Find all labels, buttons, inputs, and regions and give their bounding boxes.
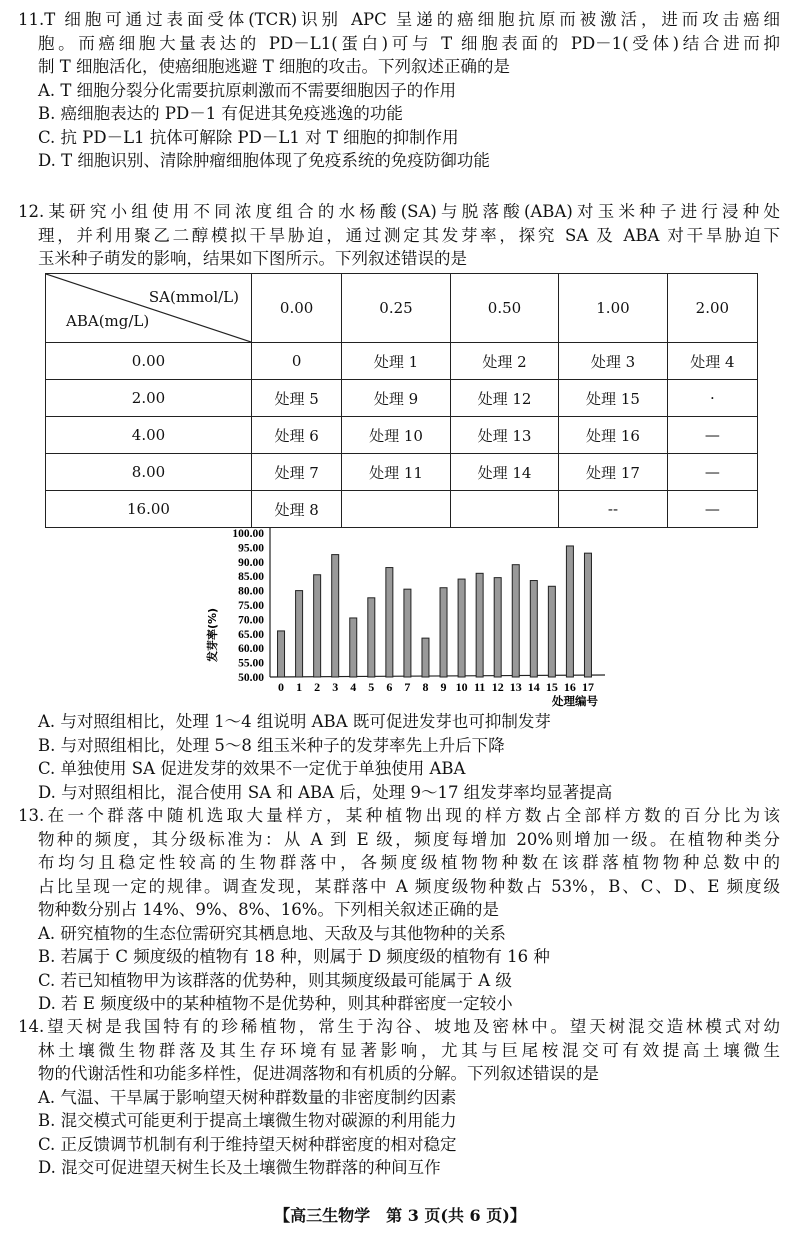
option-c: C. 正反馈调节机制有利于维持望天树种群密度的相对稳定 bbox=[38, 1134, 457, 1154]
sa-label: SA(mmol/L) bbox=[148, 288, 239, 306]
y-axis-label: 发芽率(%) bbox=[206, 607, 219, 663]
table-row bbox=[46, 417, 758, 454]
y-tick-label: 100.00 bbox=[232, 528, 264, 540]
stem-line: 11.T 细胞可通过表面受体(TCR)识别 APC 呈递的癌细胞抗原而被激活，进而攻击癌细 bbox=[18, 10, 780, 29]
page-footer: 【高三生物学 第 3 页(共 6 页)】 bbox=[274, 1206, 526, 1225]
y-tick-label: 85.00 bbox=[238, 571, 264, 584]
y-tick-label: 50.00 bbox=[238, 672, 264, 684]
x-tick-label: 17 bbox=[581, 680, 594, 694]
y-tick-label: 70.00 bbox=[238, 614, 264, 627]
table-cell: 处理 15 bbox=[559, 380, 667, 417]
option-b: B. 癌细胞表达的 PD－1 有促进其免疫逃逸的功能 bbox=[38, 104, 403, 123]
stem-line: 布均匀且稳定性较高的生物群落中，各频度级植物物种数在该群落植物物种总数中的 bbox=[38, 853, 780, 872]
x-tick-label: 6 bbox=[386, 680, 393, 694]
table-cell: 处理 7 bbox=[252, 454, 342, 491]
bar bbox=[494, 578, 501, 677]
aba-label: ABA(mg/L) bbox=[66, 312, 150, 330]
question-13 bbox=[0, 804, 800, 1016]
table-cell: 处理 4 bbox=[667, 343, 757, 380]
y-tick-label: 90.00 bbox=[238, 556, 264, 569]
option-d: D. 若 E 频度级中的某种植物不是优势种，则其种群密度一定较小 bbox=[38, 994, 513, 1013]
x-tick-label: 13 bbox=[509, 680, 522, 694]
stem-line: 理，并利用聚乙二醇模拟干旱胁迫，通过测定其发芽率，探究 SA 及 ABA 对干旱胁迫下 bbox=[38, 225, 780, 245]
table-cell: 处理 16 bbox=[559, 417, 667, 454]
option-b: B. 与对照组相比，处理 5～8 组玉米种子的发芽率先上升后下降 bbox=[38, 735, 505, 755]
bar bbox=[566, 546, 573, 677]
bar bbox=[458, 579, 465, 677]
option-a: A. 气温、干旱属于影响望天树种群数量的非密度制约因素 bbox=[38, 1087, 457, 1107]
stem-line: 13.在一个群落中随机选取大量样方，某种植物出现的样方数占全部样方数的百分比为该 bbox=[18, 806, 780, 825]
stem-line: 占比呈现一定的规律。调查发现，某群落中 A 频度级物种数占 53%，B、C、D、E 频度级 bbox=[38, 876, 780, 896]
question-14 bbox=[0, 1015, 800, 1180]
table-cell: 处理 2 bbox=[450, 343, 558, 380]
bar bbox=[548, 586, 555, 677]
table-cell: 处理 1 bbox=[342, 343, 450, 380]
diagonal-header-cell bbox=[46, 274, 252, 343]
stem-line: 林土壤微生物群落及其生存环境有显著影响，尤其与巨尾桉混交可有效提高土壤微生 bbox=[38, 1040, 780, 1060]
y-tick-label: 75.00 bbox=[238, 600, 264, 612]
bar bbox=[530, 581, 537, 677]
option-b: B. 混交模式可能更利于提高土壤微生物对碳源的利用能力 bbox=[38, 1111, 457, 1130]
aba-value: 0.00 bbox=[46, 343, 252, 380]
option-d: D. 混交可促进望天树生长及土壤微生物群落的种间互作 bbox=[38, 1158, 441, 1177]
table-cell: 0 bbox=[252, 343, 342, 380]
x-tick-label: 2 bbox=[314, 680, 321, 694]
table-cell: 处理 8 bbox=[252, 491, 342, 528]
bar bbox=[332, 555, 339, 677]
germination-bar-chart bbox=[200, 520, 610, 710]
table-cell: 处理 5 bbox=[252, 380, 342, 417]
stem-line: 12.某研究小组使用不同浓度组合的水杨酸(SA)与脱落酸(ABA)对玉米种子进行浸种处 bbox=[18, 202, 780, 221]
option-a: A. 与对照组相比，处理 1～4 组说明 ABA 既可促进发芽也可抑制发芽 bbox=[38, 712, 551, 731]
table-row bbox=[46, 454, 758, 491]
option-b: B. 若属于 C 频度级的植物有 18 种，则属于 D 频度级的植物有 16 种 bbox=[38, 947, 550, 966]
bar bbox=[350, 618, 357, 677]
bar bbox=[386, 568, 393, 677]
table-cell: -- bbox=[559, 491, 667, 528]
stem-line: 14.望天树是我国特有的珍稀植物，常生于沟谷、坡地及密林中。望天树混交造林模式对幼 bbox=[18, 1017, 780, 1036]
stem-line: 胞。而癌细胞大量表达的 PD－L1(蛋白)可与 T 细胞表面的 PD－1(受体)结合进而抑 bbox=[38, 33, 780, 53]
x-tick-label: 16 bbox=[563, 680, 576, 694]
x-tick-label: 5 bbox=[368, 680, 375, 694]
table-cell: — bbox=[667, 454, 757, 491]
x-tick-label: 7 bbox=[404, 680, 411, 694]
table-cell: 处理 13 bbox=[450, 417, 558, 454]
option-d: D. 与对照组相比，混合使用 SA 和 ABA 后，处理 9～17 组发芽率均显著提高 bbox=[38, 782, 613, 802]
bar bbox=[368, 598, 375, 677]
sa-header: 2.00 bbox=[667, 274, 757, 343]
stem-line: 物的代谢活性和功能多样性，促进凋落物和有机质的分解。下列叙述错误的是 bbox=[38, 1064, 599, 1083]
table-cell: 处理 17 bbox=[559, 454, 667, 491]
bar bbox=[476, 573, 483, 677]
table-cell: 处理 3 bbox=[559, 343, 667, 380]
stem-line: 玉米种子萌发的影响，结果如下图所示。下列叙述错误的是 bbox=[38, 249, 467, 268]
bar bbox=[422, 638, 429, 677]
table-cell: — bbox=[667, 491, 757, 528]
table-cell: 处理 9 bbox=[342, 380, 450, 417]
table-cell: 处理 14 bbox=[450, 454, 558, 491]
stem-line: 物种的频度，其分级标准为：从 A 到 E 级，频度每增加 20%则增加一级。在植物种类分 bbox=[38, 829, 780, 849]
bar bbox=[278, 631, 285, 677]
bar bbox=[584, 553, 591, 677]
sa-header: 1.00 bbox=[559, 274, 667, 343]
x-tick-label: 1 bbox=[296, 680, 303, 694]
y-tick-label: 65.00 bbox=[238, 628, 264, 641]
table-cell: — bbox=[667, 417, 757, 454]
bar bbox=[314, 575, 321, 677]
option-c: C. 抗 PD－L1 抗体可解除 PD－L1 对 T 细胞的抑制作用 bbox=[38, 127, 459, 147]
sa-header: 0.50 bbox=[450, 274, 558, 343]
table-row bbox=[46, 380, 758, 417]
table-row bbox=[46, 343, 758, 380]
sa-header: 0.00 bbox=[252, 274, 342, 343]
aba-value: 2.00 bbox=[46, 380, 252, 417]
stem-line: 制 T 细胞活化，使癌细胞逃避 T 细胞的攻击。下列叙述正确的是 bbox=[38, 57, 510, 76]
sa-header: 0.25 bbox=[342, 274, 450, 343]
y-tick-label: 60.00 bbox=[238, 643, 264, 656]
x-tick-label: 10 bbox=[455, 680, 468, 694]
x-tick-label: 11 bbox=[473, 680, 486, 694]
y-tick-label: 95.00 bbox=[238, 542, 264, 555]
question-11 bbox=[0, 8, 800, 173]
stem-line: 物种数分别占 14%、9%、8%、16%。下列相关叙述正确的是 bbox=[38, 900, 499, 919]
treatment-table bbox=[45, 273, 758, 528]
bar bbox=[512, 565, 519, 677]
aba-value: 8.00 bbox=[46, 454, 252, 491]
bar bbox=[440, 588, 447, 677]
x-tick-label: 0 bbox=[278, 680, 285, 694]
x-tick-label: 3 bbox=[332, 680, 339, 694]
bar bbox=[296, 591, 303, 677]
table-cell: · bbox=[667, 380, 757, 417]
table-cell: 处理 12 bbox=[450, 380, 558, 417]
option-a: A. T 细胞分裂分化需要抗原刺激而不需要细胞因子的作用 bbox=[38, 80, 457, 100]
x-tick-label: 4 bbox=[350, 680, 357, 694]
table-cell: 处理 6 bbox=[252, 417, 342, 454]
x-tick-label: 15 bbox=[545, 680, 558, 694]
x-tick-label: 9 bbox=[440, 680, 447, 694]
x-tick-label: 8 bbox=[422, 680, 429, 694]
y-tick-label: 55.00 bbox=[238, 657, 264, 670]
option-a: A. 研究植物的生态位需研究其栖息地、天敌及与其他物种的关系 bbox=[38, 923, 506, 943]
question-12-options bbox=[0, 710, 800, 804]
x-tick-label: 14 bbox=[527, 680, 540, 694]
y-tick-label: 80.00 bbox=[238, 585, 264, 598]
x-axis-label: 处理编号 bbox=[552, 694, 598, 708]
option-d: D. T 细胞识别、清除肿瘤细胞体现了免疫系统的免疫防御功能 bbox=[38, 151, 490, 170]
option-c: C. 若已知植物甲为该群落的优势种，则其频度级最可能属于 A 级 bbox=[38, 970, 512, 990]
table-cell: 处理 11 bbox=[342, 454, 450, 491]
table-cell: 处理 10 bbox=[342, 417, 450, 454]
option-c: C. 单独使用 SA 促进发芽的效果不一定优于单独使用 ABA bbox=[38, 759, 466, 778]
aba-value: 4.00 bbox=[46, 417, 252, 454]
x-tick-label: 12 bbox=[491, 680, 504, 694]
bar bbox=[404, 589, 411, 677]
aba-value: 16.00 bbox=[46, 491, 252, 528]
question-12 bbox=[0, 200, 800, 271]
